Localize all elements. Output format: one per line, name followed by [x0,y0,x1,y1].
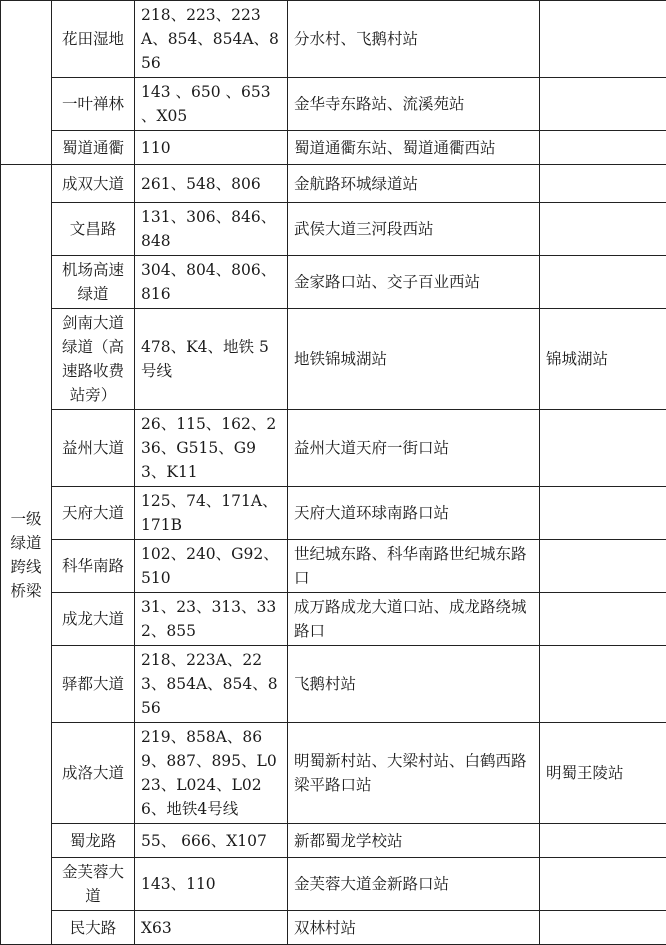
metro-station-cell [540,1,666,78]
road-name-cell: 益州大道 [52,410,135,487]
stops-cell: 双林村站 [288,911,540,945]
metro-station-cell [540,593,666,646]
table-row [1,824,666,858]
road-name-cell: 天府大道 [52,487,135,540]
bus-lines-cell: 102、240、G92、510 [135,540,288,593]
road-name-cell: 驿都大道 [52,646,135,723]
bus-lines-cell: 218、223、223A、854、854A、856 [135,1,288,78]
stops-cell: 分水村、飞鹅村站 [288,1,540,78]
stops-cell: 金家路口站、交子百业西站 [288,256,540,309]
metro-station-cell: 明蜀王陵站 [540,723,666,824]
metro-station-cell [540,410,666,487]
metro-station-cell [540,911,666,945]
metro-station-cell [540,165,666,203]
bus-lines-cell: X63 [135,911,288,945]
table-row [1,78,666,131]
table-row [1,1,666,78]
table-row [1,487,666,540]
bus-lines-cell: 110 [135,131,288,165]
stops-cell: 金芙蓉大道金新路口站 [288,858,540,911]
stops-cell: 明蜀新村站、大梁村站、白鹤西路梁平路口站 [288,723,540,824]
metro-station-cell [540,540,666,593]
bus-lines-cell: 218、223A、223、854A、854、856 [135,646,288,723]
table-row [1,593,666,646]
bus-lines-cell: 131、306、846、848 [135,203,288,256]
stops-cell: 武侯大道三河段西站 [288,203,540,256]
table-row [1,256,666,309]
bus-lines-cell: 143 、650 、653 、X05 [135,78,288,131]
road-name-cell: 花田湿地 [52,1,135,78]
road-name-cell: 蜀龙路 [52,824,135,858]
road-name-cell: 文昌路 [52,203,135,256]
bus-lines-cell: 55、 666、X107 [135,824,288,858]
bus-lines-cell: 304、804、806、816 [135,256,288,309]
metro-station-cell [540,858,666,911]
stops-cell: 飞鹅村站 [288,646,540,723]
road-name-cell: 蜀道通衢 [52,131,135,165]
road-name-cell: 机场高速绿道 [52,256,135,309]
table-row [1,723,666,824]
stops-cell: 金航路环城绿道站 [288,165,540,203]
stops-cell: 新都蜀龙学校站 [288,824,540,858]
road-name-cell: 一叶禅林 [52,78,135,131]
stops-cell: 金华寺东路站、流溪苑站 [288,78,540,131]
table-row [1,203,666,256]
table-row [1,646,666,723]
stops-cell: 天府大道环球南路口站 [288,487,540,540]
road-name-cell: 金芙蓉大道 [52,858,135,911]
metro-station-cell [540,487,666,540]
road-name-cell: 成龙大道 [52,593,135,646]
table-row [1,165,666,203]
bus-lines-cell: 261、548、806 [135,165,288,203]
stops-cell: 蜀道通衢东站、蜀道通衢西站 [288,131,540,165]
bus-lines-cell: 143、110 [135,858,288,911]
metro-station-cell: 锦城湖站 [540,309,666,410]
bus-lines-cell: 31、23、313、332、855 [135,593,288,646]
table-row [1,911,666,945]
stops-cell: 世纪城东路、科华南路世纪城东路口 [288,540,540,593]
road-name-cell: 成双大道 [52,165,135,203]
road-name-cell: 剑南大道绿道（高速路收费站旁） [52,309,135,410]
table-row [1,309,666,410]
road-name-cell: 科华南路 [52,540,135,593]
metro-station-cell [540,203,666,256]
metro-station-cell [540,78,666,131]
metro-station-cell [540,256,666,309]
stops-cell: 益州大道天府一街口站 [288,410,540,487]
table-row [1,540,666,593]
category-cell-previous [1,1,52,165]
bus-lines-cell: 478、K4、地铁 5号线 [135,309,288,410]
table-row [1,410,666,487]
road-name-cell: 民大路 [52,911,135,945]
table-body [1,1,666,945]
bus-lines-cell: 125、74、171A、171B [135,487,288,540]
metro-station-cell [540,824,666,858]
road-name-cell: 成洛大道 [52,723,135,824]
table-row [1,858,666,911]
stops-cell: 地铁锦城湖站 [288,309,540,410]
stops-cell: 成万路成龙大道口站、成龙路绕城路口 [288,593,540,646]
metro-station-cell [540,646,666,723]
table-row [1,131,666,165]
bus-lines-cell: 26、115、162、236、G515、G93、K11 [135,410,288,487]
metro-station-cell [540,131,666,165]
bus-lines-cell: 219、858A、869、887、895、L023、L024、L026、地铁4号线 [135,723,288,824]
category-cell: 一级绿道跨线桥梁 [1,165,52,945]
